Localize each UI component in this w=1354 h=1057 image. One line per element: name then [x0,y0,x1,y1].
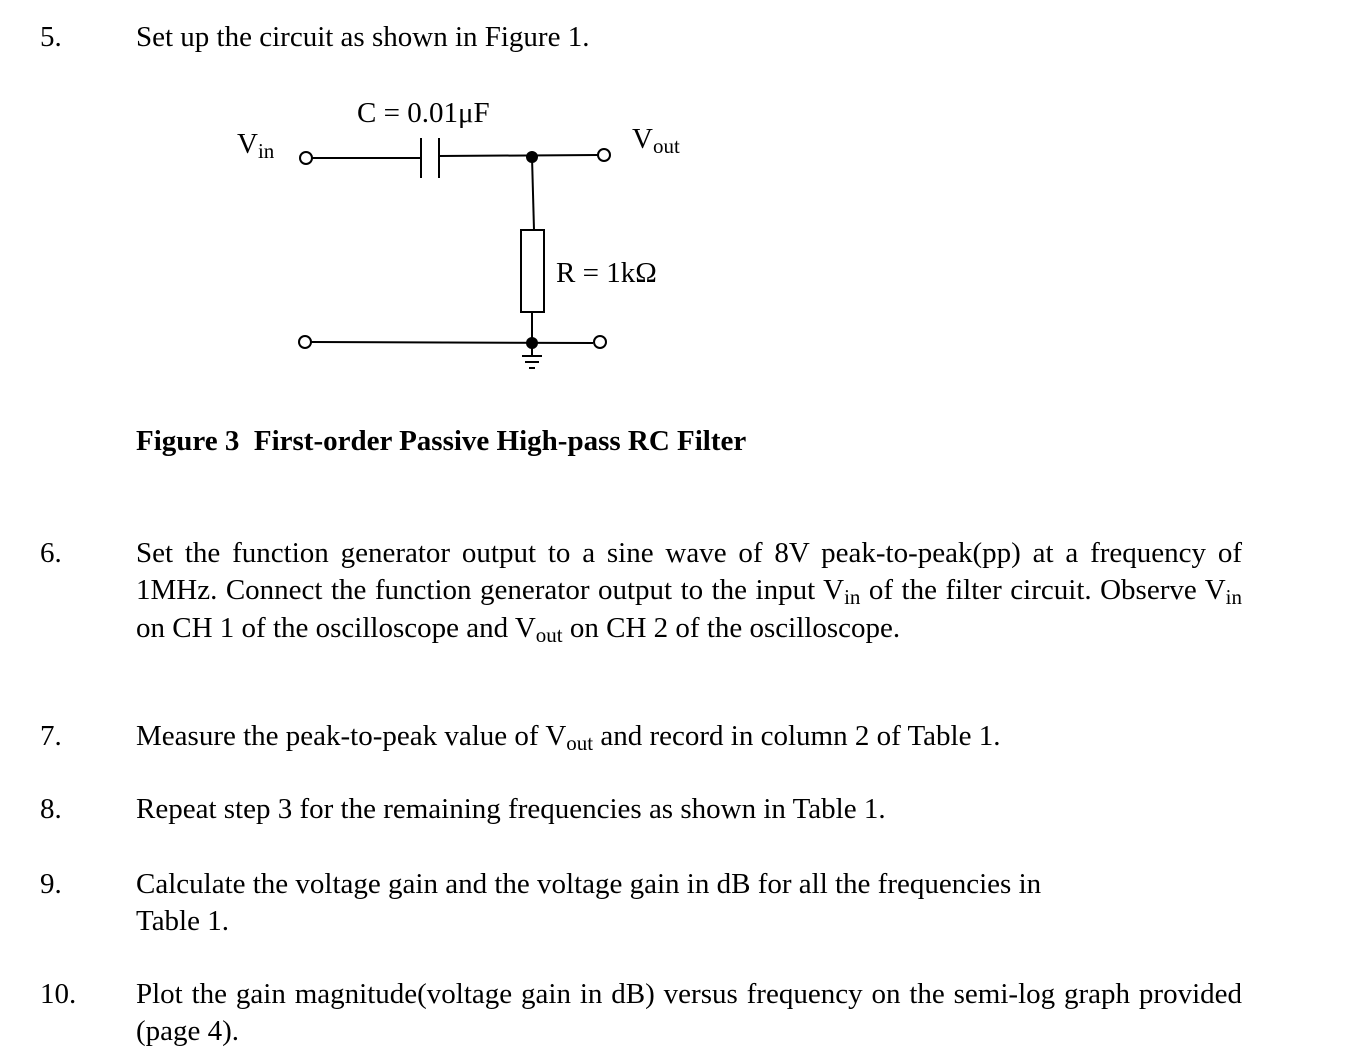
step-number-5: 5. [40,21,62,53]
step-5-text: Set up the circuit as shown in Figure 1. [136,21,590,53]
step-7-text-b: and record in column 2 of Table 1. [593,720,1001,752]
step-9-line-2: Table 1. [136,904,229,937]
step-number-7: 7. [40,720,62,752]
resistor-upper-lead [532,157,534,230]
step-6-text-a: Set the function generator output to a sine wave of 8V peak-to-peak(pp) at a frequency of 1MHz. Connect the function generator output to the input V [136,537,1242,606]
rc-highpass-circuit-diagram [0,0,1354,420]
output-wire [439,155,598,156]
ground-output-terminal [594,336,606,348]
resistor-body [521,230,544,312]
step-7-text-a: Measure the peak-to-peak value of V [136,720,567,752]
step-text-10 [136,976,1242,1049]
step-number-8: 8. [40,793,62,825]
ground-wire [311,342,593,343]
step-text-7 [136,718,1242,757]
vout-label: Vout [632,123,680,158]
vin-subscript: in [844,584,861,609]
vin-input-terminal [300,152,312,164]
step-6-text-d: on CH 2 of the oscilloscope. [562,612,901,644]
step-9-line-1: Calculate the voltage gain and the voltage gain in dB for all the frequencies in [136,868,1042,900]
step-number-6: 6. [40,537,62,569]
junction-dot-bottom [526,337,538,349]
step-number-9: 9. [40,868,62,900]
vout-subscript: out [566,731,594,755]
resistor-label: R = 1kΩ [556,257,657,289]
vin-subscript: in [1225,584,1242,609]
vout-output-terminal [598,149,610,161]
step-10-text: Plot the gain magnitude(voltage gain in dB) versus frequency on the semi-log graph provided (page 4). [136,978,1242,1047]
vout-subscript: out [535,623,563,647]
step-number-10: 10. [40,978,77,1010]
figure-caption: Figure 3 First-order Passive High-pass RC Filter [136,425,747,457]
junction-dot-top [526,151,538,163]
step-text-6 [136,535,1242,649]
step-text-8 [136,791,1242,828]
capacitor-label: C = 0.01μF [357,97,490,129]
step-8-text: Repeat step 3 for the remaining frequencies as shown in Table 1. [136,793,886,825]
step-6-text-c: on CH 1 of the oscilloscope and V [136,612,536,644]
ground-input-terminal [299,336,311,348]
step-6-text-b: of the filter circuit. Observe V [860,573,1226,606]
step-text-9 [136,866,1242,939]
vin-label: Vin [237,128,275,163]
